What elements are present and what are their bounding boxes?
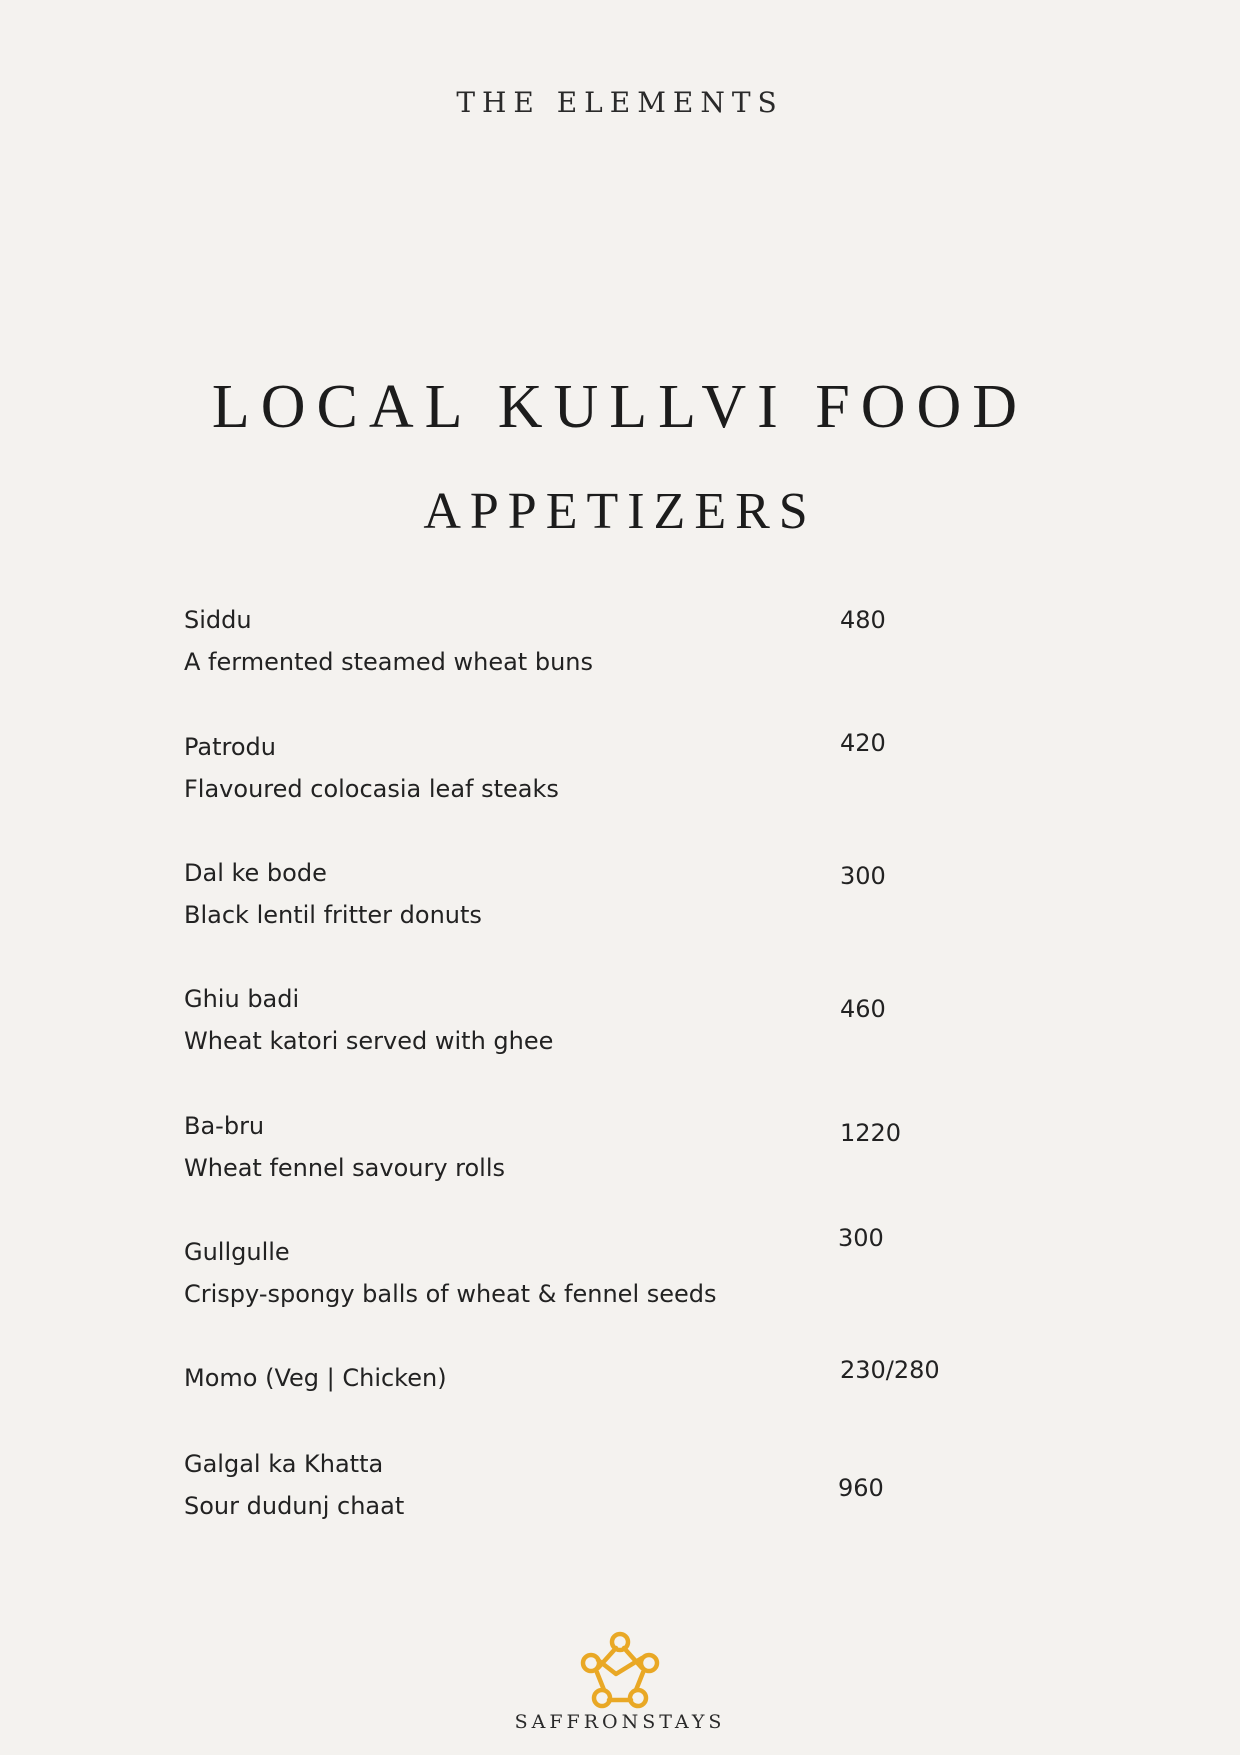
item-name: Galgal ka Khatta [184,1450,384,1478]
item-price: 1220 [840,1119,902,1147]
item-name: Siddu [184,606,252,634]
item-description: A fermented steamed wheat buns [184,648,594,676]
item-price: 420 [840,729,886,757]
item-name: Ghiu badi [184,985,300,1013]
menu-item [184,985,1004,1075]
section-title: APPETIZERS [423,483,817,540]
item-description: Black lentil fritter donuts [184,901,482,929]
menu-item [184,1356,1004,1454]
item-description: Wheat katori served with ghee [184,1027,554,1055]
item-description: Crispy-spongy balls of wheat & fennel seeds [184,1280,717,1308]
item-description: Sour dudunj chaat [184,1492,405,1520]
menu-item [184,729,1004,823]
page-title: LOCAL KULLVI FOOD [211,373,1029,441]
menu-item [184,1450,1004,1540]
menu-item [184,1112,1004,1202]
item-description: Wheat fennel savoury rolls [184,1154,506,1182]
menu-item [184,1224,1004,1328]
item-price: 960 [838,1474,884,1502]
item-name: Dal ke bode [184,859,327,887]
item-price: 300 [840,862,886,890]
item-name: Gullgulle [184,1238,290,1266]
item-name: Momo (Veg | Chicken) [184,1364,447,1392]
item-name: Patrodu [184,733,276,761]
item-description: Flavoured colocasia leaf steaks [184,775,559,803]
item-price: 480 [840,606,886,634]
saffronstays-knot-icon [576,1630,664,1712]
menu-item [184,859,1004,949]
item-price: 460 [840,995,886,1023]
brand-header: THE ELEMENTS [456,86,784,119]
item-price: 230/280 [840,1356,940,1384]
menu-item [184,606,1004,696]
item-name: Ba-bru [184,1112,265,1140]
brand-footer: SAFFRONSTAYS [514,1711,726,1733]
item-price: 300 [838,1224,884,1252]
